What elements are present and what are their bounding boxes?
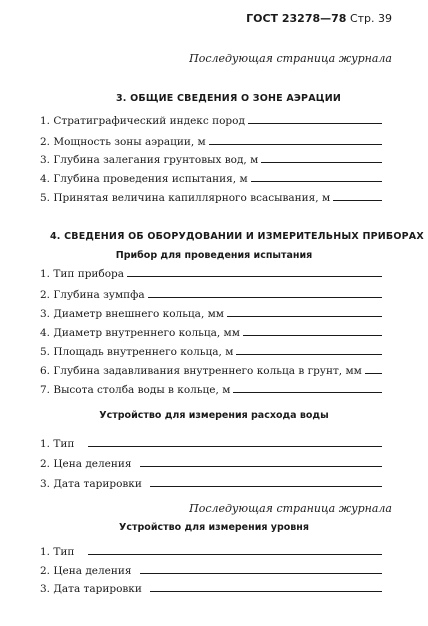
form-field-groundwater-depth[interactable]	[40, 154, 382, 166]
field-label: 1. Тип	[40, 438, 75, 450]
standard-number: ГОСТ 23278—78	[246, 12, 347, 25]
fill-in-line[interactable]	[150, 486, 382, 487]
fill-in-line[interactable]	[140, 573, 382, 574]
device-subtitle: Прибор для проведения испытания	[115, 250, 313, 261]
field-label: 3. Дата тарировки	[40, 478, 142, 490]
field-label: 1. Стратиграфический индекс пород	[40, 115, 245, 127]
journal-continuation-note: Последующая страница журнала	[189, 502, 392, 515]
field-label: 1. Тип	[40, 546, 75, 558]
form-field-inner-ring-diameter[interactable]	[40, 327, 382, 339]
section-3-title: 3. ОБЩИЕ СВЕДЕНИЯ О ЗОНЕ АЭРАЦИИ	[116, 93, 342, 104]
form-field-water-column-height[interactable]	[40, 384, 382, 396]
form-field-sump-depth[interactable]	[40, 289, 382, 301]
fill-in-line[interactable]	[127, 276, 382, 277]
form-field-capillary-suction[interactable]	[40, 192, 382, 204]
form-field-flow-type[interactable]	[40, 438, 382, 450]
field-label: 2. Мощность зоны аэрации, м	[40, 136, 206, 148]
fill-in-line[interactable]	[88, 554, 382, 555]
fill-in-line[interactable]	[148, 297, 382, 298]
fill-in-line[interactable]	[227, 316, 382, 317]
form-field-test-depth[interactable]	[40, 173, 382, 185]
fill-in-line[interactable]	[261, 162, 382, 163]
form-field-outer-ring-diameter[interactable]	[40, 308, 382, 320]
fill-in-line[interactable]	[333, 200, 382, 201]
fill-in-line[interactable]	[88, 446, 382, 447]
field-label: 1. Тип прибора	[40, 268, 125, 280]
flow-subtitle: Устройство для измерения расхода воды	[99, 410, 329, 421]
form-field-flow-division-value[interactable]	[40, 458, 382, 470]
field-label: 5. Принятая величина капиллярного всасывания, м	[40, 192, 331, 204]
fill-in-line[interactable]	[248, 123, 382, 124]
page-header	[246, 12, 392, 25]
field-label: 4. Глубина проведения испытания, м	[40, 173, 248, 185]
fill-in-line[interactable]	[251, 181, 382, 182]
form-field-stratigraphic-index[interactable]	[40, 115, 382, 127]
fill-in-line[interactable]	[140, 466, 382, 467]
form-field-flow-calibration-date[interactable]	[40, 478, 382, 490]
page-number: Стр. 39	[349, 12, 392, 25]
field-label: 6. Глубина задавливания внутреннего кольца в грунт, мм	[40, 365, 362, 377]
form-field-aeration-zone-thickness[interactable]	[40, 136, 382, 148]
field-label: 4. Диаметр внутреннего кольца, мм	[40, 327, 240, 339]
level-subtitle: Устройство для измерения уровня	[119, 522, 309, 533]
form-field-device-type[interactable]	[40, 268, 382, 280]
section-4-title: 4. СВЕДЕНИЯ ОБ ОБОРУДОВАНИИ И ИЗМЕРИТЕЛЬНЫХ ПРИБОРАХ	[50, 231, 424, 242]
form-field-inner-ring-area[interactable]	[40, 346, 382, 358]
form-field-level-calibration-date[interactable]	[40, 583, 382, 595]
journal-continuation-note: Последующая страница журнала	[189, 52, 392, 65]
fill-in-line[interactable]	[365, 373, 382, 374]
fill-in-line[interactable]	[243, 335, 382, 336]
field-label: 3. Глубина залегания грунтовых вод, м	[40, 154, 259, 166]
fill-in-line[interactable]	[233, 392, 382, 393]
field-label: 5. Площадь внутреннего кольца, м	[40, 346, 234, 358]
field-label: 7. Высота столба воды в кольце, м	[40, 384, 231, 396]
field-label: 3. Диаметр внешнего кольца, мм	[40, 308, 224, 320]
form-field-level-type[interactable]	[40, 546, 382, 558]
form-field-ring-insertion-depth[interactable]	[40, 365, 382, 377]
field-label: 2. Цена деления	[40, 565, 132, 577]
fill-in-line[interactable]	[150, 591, 382, 592]
fill-in-line[interactable]	[209, 144, 382, 145]
fill-in-line[interactable]	[236, 354, 382, 355]
field-label: 2. Глубина зумпфа	[40, 289, 145, 301]
field-label: 2. Цена деления	[40, 458, 132, 470]
form-field-level-division-value[interactable]	[40, 565, 382, 577]
field-label: 3. Дата тарировки	[40, 583, 142, 595]
